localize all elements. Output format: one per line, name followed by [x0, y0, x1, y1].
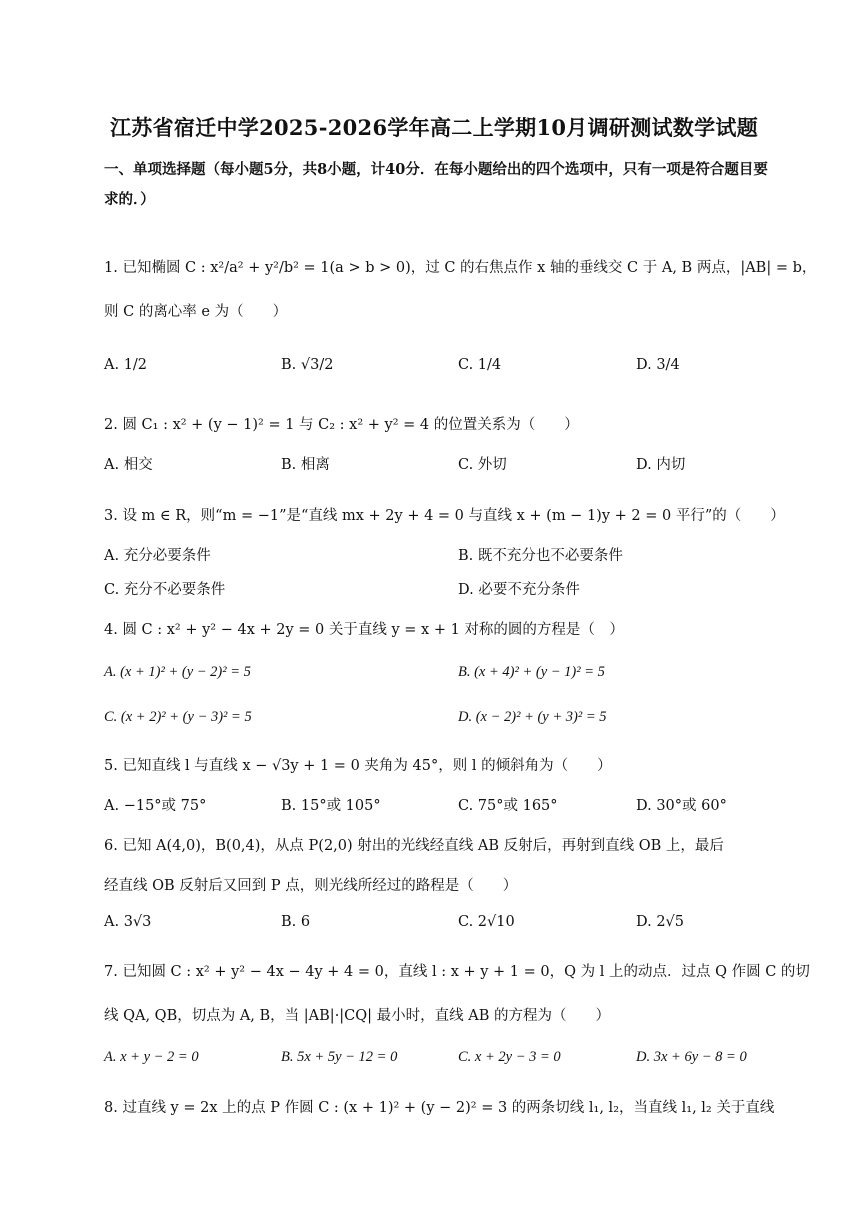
question-6-stem-line-2: 经直线 OB 反射后又回到 P 点，则光线所经过的路程是（ ）	[104, 878, 518, 894]
question-1-option-c: C. 1/4	[458, 357, 502, 373]
question-6-option-a: A. 3√3	[104, 914, 152, 930]
question-2-option-c: C. 外切	[458, 457, 507, 473]
question-3-option-c: C. 充分不必要条件	[104, 582, 226, 598]
question-7-option-d: D. 3x + 6y − 8 = 0	[636, 1049, 747, 1065]
question-4-option-c: C. (x + 2)² + (y − 3)² = 5	[104, 709, 252, 725]
question-1-option-a: A. 1/2	[104, 357, 148, 373]
question-8-stem: 8. 过直线 y = 2x 上的点 P 作圆 C : (x + 1)² + (y − 2)² = 3 的两条切线 l₁, l₂，当直线 l₁, l₂ 关于直线	[104, 1100, 775, 1116]
question-2-option-a: A. 相交	[104, 457, 153, 473]
question-1-stem-line-1: 1. 已知椭圆 C : x²/a² + y²/b² = 1(a > b > 0)，过 C 的右焦点作 x 轴的垂线交 C 于 A, B 两点，|AB| = b，	[104, 260, 817, 276]
section-heading: 一、单项选择题（每小题5分，共8小题，计40分．在每小题给出的四个选项中，只有一项是符合题目要求的．）	[104, 161, 768, 208]
question-1-option-b: B. √3/2	[281, 357, 334, 373]
question-1-option-d: D. 3/4	[636, 357, 680, 373]
question-7-option-a: A. x + y − 2 = 0	[104, 1049, 199, 1065]
question-7-option-b: B. 5x + 5y − 12 = 0	[281, 1049, 398, 1065]
question-6-option-b: B. 6	[281, 914, 311, 930]
question-5-option-d: D. 30°或 60°	[636, 798, 727, 814]
question-7-stem-line-2: 线 QA, QB，切点为 A, B，当 |AB|·|CQ| 最小时，直线 AB 的方程为（ ）	[104, 1008, 611, 1024]
question-5-option-c: C. 75°或 165°	[458, 798, 558, 814]
question-6-option-c: C. 2√10	[458, 914, 515, 930]
question-5-option-a: A. −15°或 75°	[104, 798, 207, 814]
question-6-stem-line-1: 6. 已知 A(4,0)，B(0,4)，从点 P(2,0) 射出的光线经直线 AB 反射后，再射到直线 OB 上，最后	[104, 838, 724, 854]
question-5-stem: 5. 已知直线 l 与直线 x − √3y + 1 = 0 夹角为 45°，则 l 的倾斜角为（ ）	[104, 758, 612, 774]
exam-title: 江苏省宿迁中学2025-2026学年高二上学期10月调研测试数学试题	[109, 115, 759, 140]
question-2-stem: 2. 圆 C₁ : x² + (y − 1)² = 1 与 C₂ : x² + y² = 4 的位置关系为（ ）	[104, 417, 579, 433]
question-7-option-c: C. x + 2y − 3 = 0	[458, 1049, 561, 1065]
question-4-option-b: B. (x + 4)² + (y − 1)² = 5	[458, 664, 605, 680]
question-6-option-d: D. 2√5	[636, 914, 685, 930]
question-5-option-b: B. 15°或 105°	[281, 798, 381, 814]
question-1-stem-line-2: 则 C 的离心率 e 为（ ）	[104, 304, 288, 320]
question-3-stem: 3. 设 m ∈ R，则“m = −1”是“直线 mx + 2y + 4 = 0 与直线 x + (m − 1)y + 2 = 0 平行”的（ ）	[104, 508, 785, 524]
question-4-option-d: D. (x − 2)² + (y + 3)² = 5	[458, 709, 607, 725]
question-3-option-d: D. 必要不充分条件	[458, 582, 580, 598]
question-3-option-b: B. 既不充分也不必要条件	[458, 548, 623, 564]
question-2-option-b: B. 相离	[281, 457, 330, 473]
question-4-stem: 4. 圆 C : x² + y² − 4x + 2y = 0 关于直线 y = x + 1 对称的圆的方程是（ ）	[104, 622, 624, 638]
question-3-option-a: A. 充分必要条件	[104, 548, 211, 564]
question-4-option-a: A. (x + 1)² + (y − 2)² = 5	[104, 664, 251, 680]
question-7-stem-line-1: 7. 已知圆 C : x² + y² − 4x − 4y + 4 = 0，直线 l : x + y + 1 = 0，Q 为 l 上的动点．过点 Q 作圆 C 的切	[104, 964, 810, 980]
question-2-option-d: D. 内切	[636, 457, 686, 473]
